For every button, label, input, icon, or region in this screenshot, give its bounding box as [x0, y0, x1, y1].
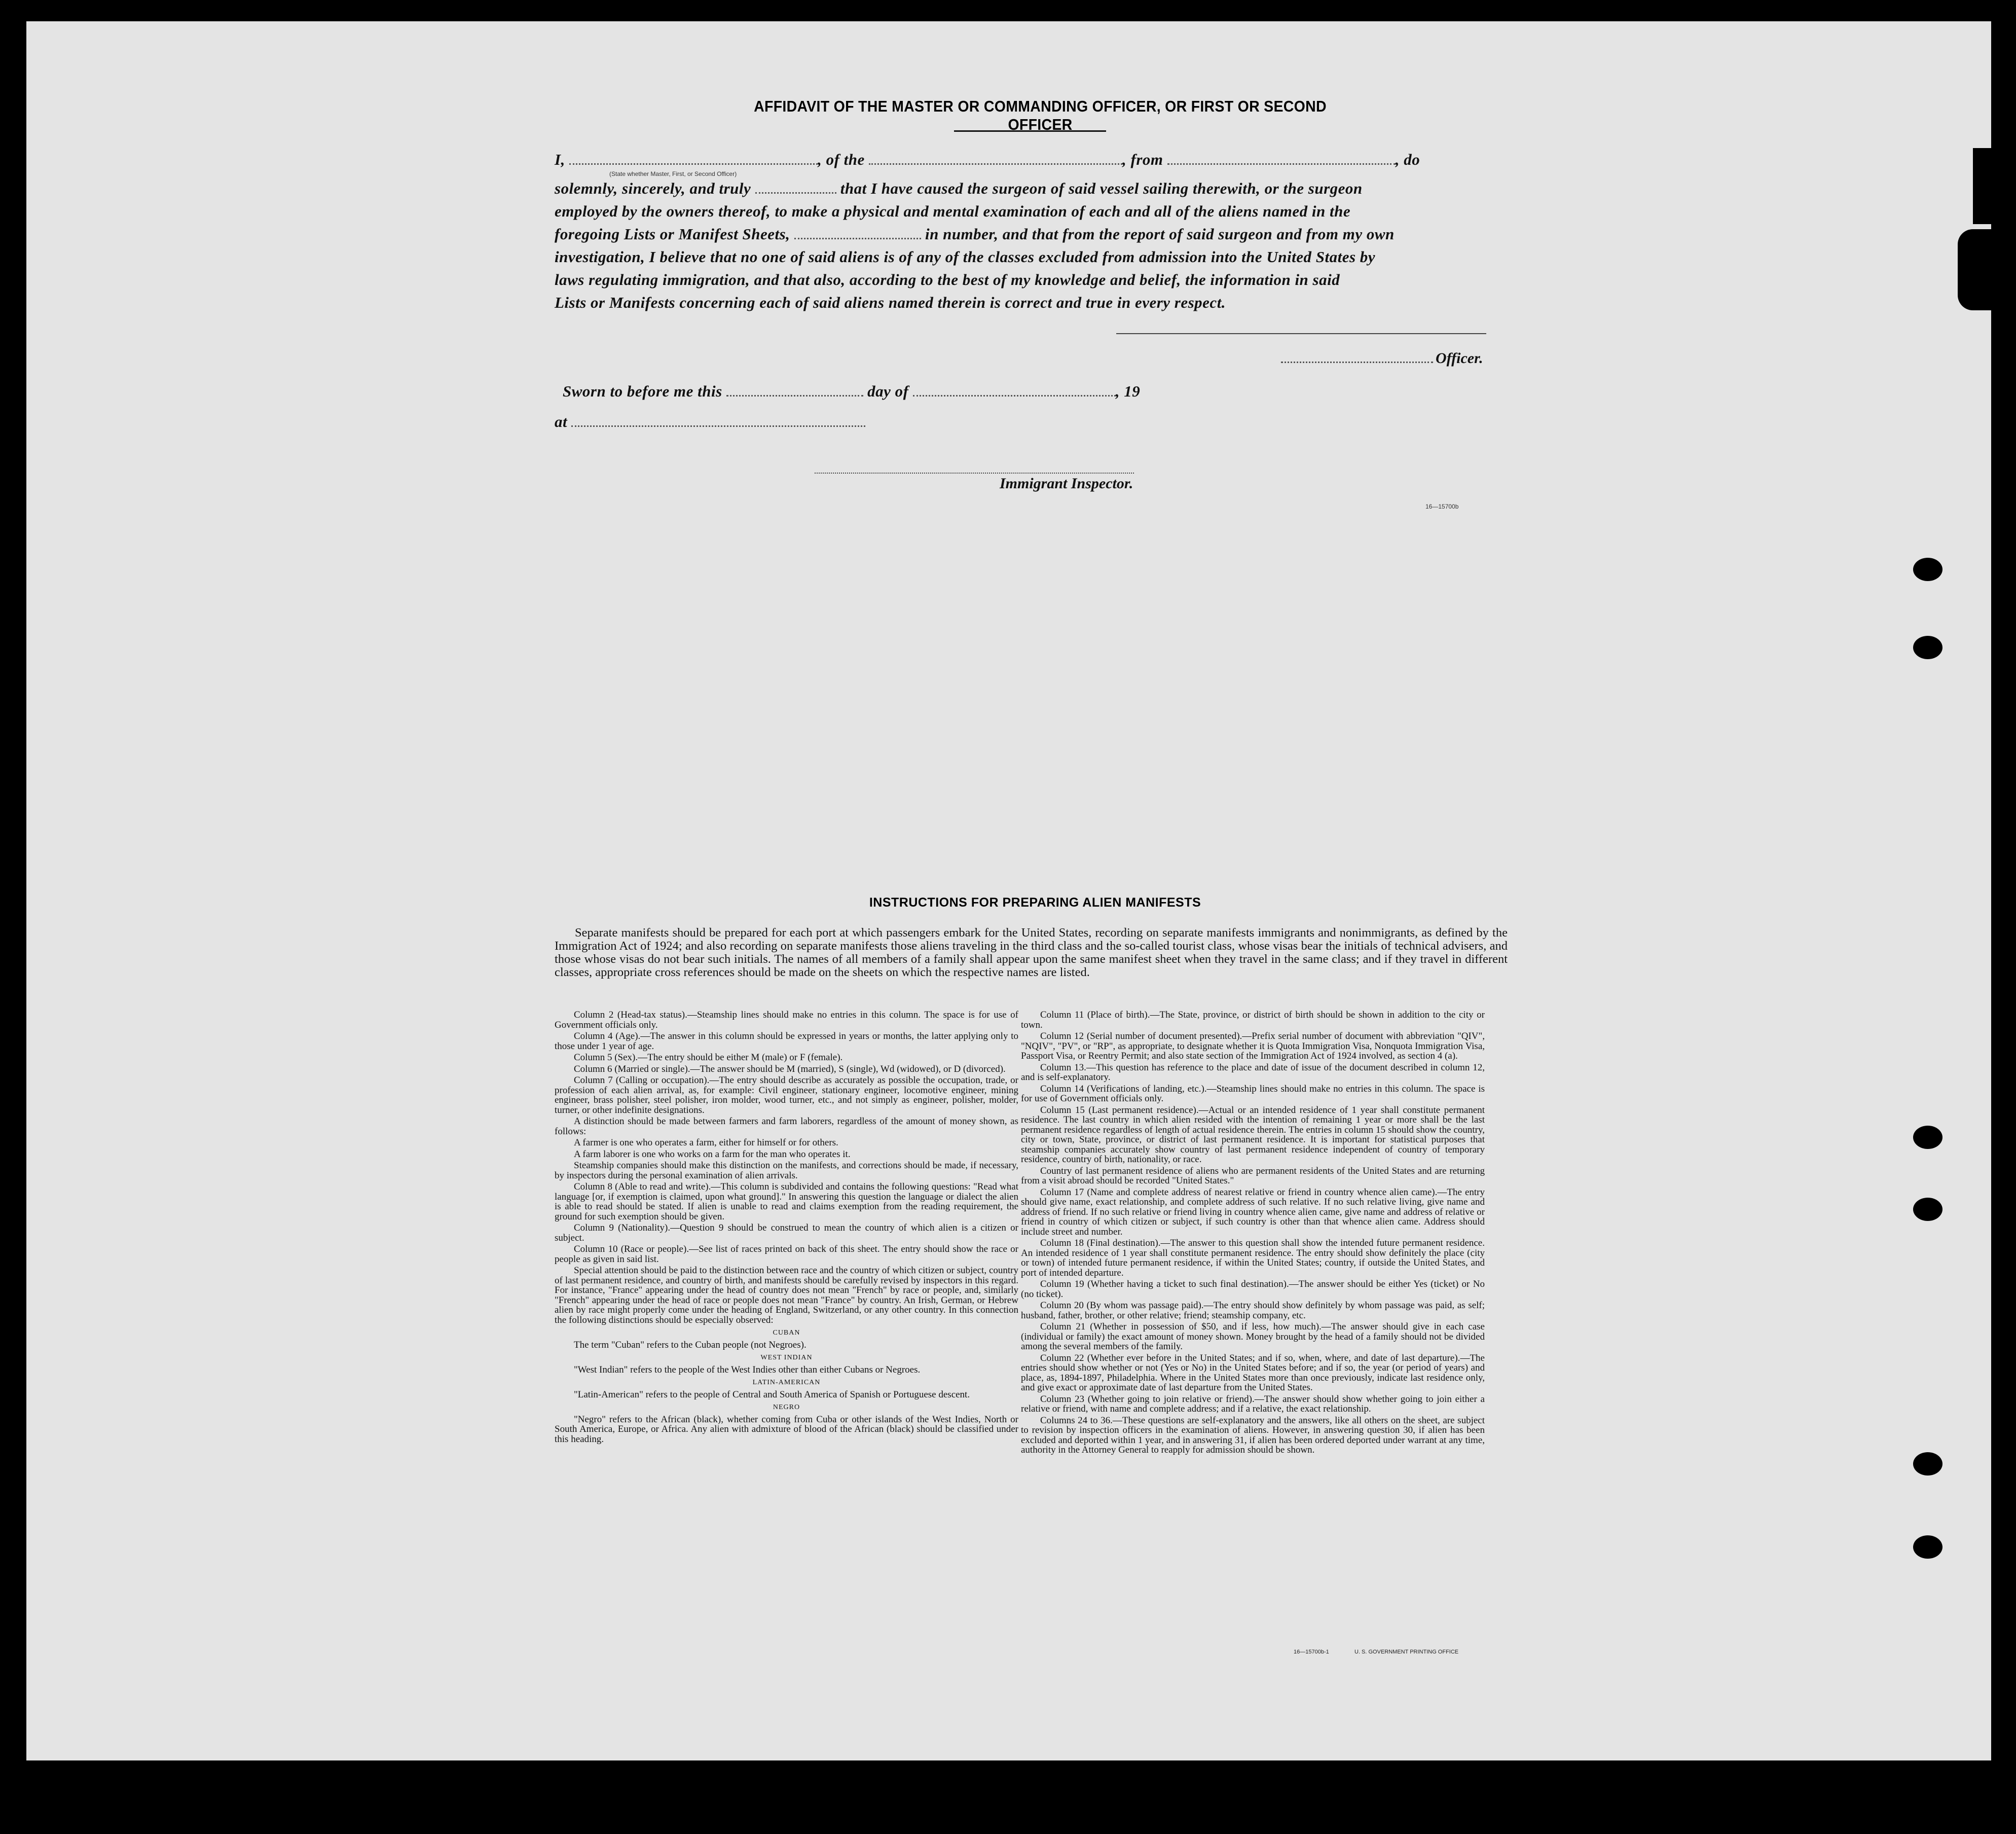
instruction-paragraph	[555, 1064, 1018, 1074]
instruction-paragraph	[1021, 1105, 1485, 1165]
instruction-text: —Steamship lines should make no entries in this column. The space is for use of Government officials only.	[1021, 1083, 1485, 1104]
edge-tear	[1958, 229, 1991, 310]
instruction-column-label: Column 9 (Nationality).	[574, 1222, 671, 1233]
instruction-paragraph	[1021, 1063, 1485, 1083]
instruction-column-label: Column 6 (Married or single).	[574, 1063, 690, 1074]
instruction-paragraph	[555, 1223, 1018, 1243]
text: , of the	[818, 151, 865, 168]
instruction-paragraph	[555, 1117, 1018, 1136]
instruction-paragraph	[1021, 1301, 1485, 1320]
blank-swear[interactable]	[755, 189, 836, 194]
instruction-paragraph	[1021, 1353, 1485, 1393]
affidavit-line-7: Lists or Manifests concerning each of said aliens named therein is correct and true in every respect.	[555, 294, 1226, 311]
instructions-title: INSTRUCTIONS FOR PREPARING ALIEN MANIFESTS	[869, 895, 1201, 910]
affidavit-line-3: employed by the owners thereof, to make a physical and mental examination of each and all of the aliens named in the	[555, 202, 1351, 220]
officer-label: Officer.	[1436, 350, 1483, 367]
instruction-column-label: Column 15 (Last permanent residence).	[1040, 1104, 1199, 1116]
instruction-text: A farm laborer is one who works on a farm for the man who operates it.	[574, 1148, 851, 1160]
instruction-text: —The entry should be either M (male) or F (female).	[638, 1052, 843, 1063]
instruction-column-label: Column 22 (Whether ever before in the United States; and if so, when, where, and date of last departure).	[1040, 1352, 1460, 1363]
instructions-intro: Separate manifests should be prepared for each port at which passengers embark for the United States, recording on separate manifests immigrants and nonimmigrants, as defined by the Immigration Act of 1924; and also recording on separate manifests those aliens traveling in the third class and the so-called tourist class, whose visas bear the initials of technical advisers, and those whose visas do not bear such initials. The names of all members of a family shall appear upon the same manifest sheet when they travel in the same class; and if they travel in different classes, appropriate cross references should be made on the sheets on which the respective names are listed.	[555, 926, 1508, 979]
affidavit-line-4	[555, 225, 1395, 243]
instruction-paragraph	[1021, 1166, 1485, 1186]
instruction-column-label: Column 2 (Head-tax status).	[574, 1010, 687, 1020]
punch-hole	[1913, 1198, 1942, 1221]
officer-title-blank[interactable]	[1281, 362, 1433, 363]
instruction-text: Steamship companies should make this distinction on the manifests, and corrections should be made, if necessary, by inspectors during the personal examination of alien arrivals.	[555, 1160, 1018, 1181]
race-heading: CUBAN	[773, 1329, 800, 1337]
instruction-paragraph	[1021, 1416, 1485, 1455]
instruction-column-label: Column 5 (Sex).	[574, 1052, 638, 1063]
instruction-paragraph	[555, 1138, 1018, 1148]
blank-vessel[interactable]	[869, 160, 1122, 165]
instruction-text: Country of last permanent residence of aliens who are permanent residents of the United States and are returning from a visit abroad should be recorded "United States."	[1021, 1165, 1485, 1186]
at-line	[555, 413, 865, 431]
blank-officer-rank[interactable]	[569, 160, 818, 165]
instruction-column-label: Column 10 (Race or people).	[574, 1244, 689, 1254]
instruction-paragraph	[1021, 1394, 1485, 1414]
instruction-text: —Question 9 should be construed to mean the country of which alien is a citizen or subject.	[555, 1222, 1018, 1243]
instruction-text: —The State, province, or district of birth should be shown in addition to the city or town.	[1021, 1010, 1485, 1030]
instruction-column-label: Column 14 (Verifications of landing, etc.).	[1040, 1083, 1207, 1094]
affidavit-line-6: laws regulating immigration, and that also, according to the best of my knowledge and belief, the information in said	[555, 271, 1340, 289]
instruction-column-label: Column 13.	[1040, 1062, 1086, 1073]
footer-form-number: 16—15700b-1	[1294, 1649, 1329, 1655]
text: day of	[867, 382, 909, 400]
instruction-text: —The entries should show whether or not (Yes or No) in the United States before; and if so, the year (or period of years) and place, as, 1894-1897, Philadelphia. Where in the United States more than once previously, indicate last residence only, and give exact or approximate date of last departure from the United States.	[1021, 1352, 1485, 1393]
text: , 19	[1115, 382, 1141, 400]
inspector-label: Immigrant Inspector.	[1000, 475, 1133, 492]
instruction-text: —Steamship lines should make no entries in this column. The space is for use of Government officials only.	[555, 1010, 1018, 1030]
instruction-text: Special attention should be paid to the distinction between race and the country of which citizen or subject, country of last permanent residence, and country of birth, and manifests should be carefully revised by inspectors in this regard. For instance, "France" appearing under the head of country does not mean "French" by race or people, and, similarly "French" appearing under the head of race or people does not mean "France" by country. An Irish, German, or Hebrew alien by race might properly come under the heading of England, Switzerland, or any other country. In this connection the following distinctions should be especially observed:	[555, 1265, 1018, 1325]
race-definition: "West Indian" refers to the people of the West Indies other than either Cubans or Negroes.	[574, 1364, 921, 1375]
blank-day[interactable]	[726, 392, 863, 397]
inspector-signature-line[interactable]	[815, 473, 1134, 474]
instruction-text: —This column is subdivided and contains the following questions: "Read what language [or, if exemption is claimed, upon what ground]." In answering this question the language or dialect the alien is able to read should be stated. If alien is unable to read and claims exemption from the reading requirement, the ground for such exemption should be given.	[555, 1181, 1019, 1222]
instruction-paragraph	[555, 1244, 1018, 1264]
affidavit-line-5: investigation, I believe that no one of said aliens is of any of the classes excluded from admission into the United States by	[555, 248, 1376, 266]
instruction-text: A farmer is one who operates a farm, either for himself or for others.	[574, 1137, 838, 1148]
instruction-text: —The answer should be either Yes (ticket) or No (no ticket).	[1021, 1279, 1485, 1300]
instruction-text: —Prefix serial number of document with abbreviation "QIV", "NQIV", "PV", or "RP", as appropriate, to designate whether it is Quota Immigration Visa, Nonquota Immigration Visa, Passport Visa, or Reentry Permit; and also state section of the Immigration Act of 1924 involved, as section 4 (a).	[1021, 1031, 1485, 1061]
sworn-line	[563, 382, 1140, 401]
instruction-text: —The answer should give in each case (individual or family) the exact amount of money shown. Money brought by the head of a family should not be divided among the several members of the family.	[1021, 1321, 1485, 1352]
instruction-paragraph	[1021, 1084, 1485, 1104]
instruction-paragraph	[1021, 1322, 1485, 1352]
instruction-column-label: Column 20 (By whom was passage paid).	[1040, 1300, 1204, 1311]
affidavit-line-1	[555, 151, 1420, 169]
punch-hole	[1913, 1452, 1942, 1476]
race-heading: WEST INDIAN	[760, 1354, 813, 1361]
blank-place[interactable]	[571, 422, 865, 427]
instruction-paragraph	[555, 1149, 1018, 1160]
instruction-column-label: Column 23 (Whether going to join relative or friend).	[1040, 1393, 1255, 1405]
text: in number, and that from the report of said surgeon and from my own	[925, 225, 1395, 243]
punch-hole	[1913, 1126, 1942, 1149]
instruction-paragraph	[555, 1075, 1018, 1115]
race-heading: LATIN-AMERICAN	[752, 1379, 821, 1386]
instruction-column-label: Column 8 (Able to read and write).	[574, 1181, 711, 1192]
instruction-paragraph	[1021, 1031, 1485, 1061]
affidavit-title: AFFIDAVIT OF THE MASTER OR COMMANDING OFFICER, OR FIRST OR SECOND OFFICER	[754, 97, 1327, 133]
blank-port[interactable]	[1167, 160, 1396, 165]
punch-hole	[1913, 1535, 1942, 1559]
footer-printing-office: U. S. GOVERNMENT PRINTING OFFICE	[1354, 1649, 1459, 1655]
instruction-column-label: Column 4 (Age).	[574, 1031, 641, 1041]
instruction-column-label: Column 21 (Whether in possession of $50, and if less, how much).	[1040, 1321, 1322, 1332]
instruction-text: —See list of races printed on back of this sheet. The entry should show the race or people as given in said list.	[555, 1244, 1018, 1265]
instruction-column-label: Column 19 (Whether having a ticket to such final destination).	[1040, 1279, 1289, 1289]
instruction-text: —The answer to this question shall show the intended future permanent residence. An intended residence of 1 year shall constitute permanent residence. The entry should show definitely the place (city or town) of intended future permanent residence, if within the United States; country, if outside the United States, and port of intended departure.	[1021, 1238, 1485, 1278]
instruction-paragraph	[555, 1182, 1018, 1221]
instruction-column-label: Column 7 (Calling or occupation).	[574, 1075, 710, 1086]
punch-hole	[1913, 558, 1942, 581]
rank-note: (State whether Master, First, or Second Officer)	[609, 170, 737, 177]
blank-sheet-count[interactable]	[794, 235, 921, 239]
race-definition: "Negro" refers to the African (black), whether coming from Cuba or other islands of the West Indies, North or South America, Europe, or Africa. Any alien with admixture of blood of the African (black) should be classified under this heading.	[555, 1414, 1018, 1445]
text: that I have caused the surgeon of said vessel sailing therewith, or the surgeon	[840, 179, 1363, 197]
instruction-paragraph	[1021, 1238, 1485, 1278]
text: at	[555, 413, 568, 430]
instructions-left-column	[555, 1010, 1018, 1446]
text: I,	[555, 151, 565, 168]
instruction-paragraph	[555, 1010, 1018, 1030]
instruction-text: —The answer in this column should be expressed in years or months, the latter applying only to those under 1 year of age.	[555, 1031, 1018, 1052]
instruction-column-label: Column 12 (Serial number of document presented).	[1040, 1031, 1242, 1041]
instructions-right-column	[1021, 1010, 1485, 1457]
text: foregoing Lists or Manifest Sheets,	[555, 225, 790, 243]
document-page	[26, 21, 1991, 1760]
affidavit-line-2	[555, 179, 1363, 198]
instruction-column-label: Column 18 (Final destination).	[1040, 1238, 1161, 1248]
instruction-paragraph	[1021, 1188, 1485, 1237]
instruction-column-label: Column 11 (Place of birth).	[1040, 1010, 1150, 1020]
instruction-column-label: Column 17 (Name and complete address of nearest relative or friend in country whence alien came).	[1040, 1186, 1438, 1198]
text: , do	[1395, 151, 1420, 168]
race-definition: The term "Cuban" refers to the Cuban people (not Negroes).	[574, 1339, 807, 1350]
instruction-paragraph	[555, 1266, 1018, 1325]
instruction-text: —The answer should show whether going to join either a relative or friend, with name and complete address; and if a relative, the exact relationship.	[1021, 1393, 1485, 1414]
instruction-text: Columns 24 to 36.—These questions are self-explanatory and the answers, like all others on the sheet, are subject to revision by inspection officers in the examination of aliens. However, in answering question 30, if alien has been excluded and deported within 1 year, and in answering 31, if alien has been ordered deported under warrant at any time, authority in the Attorney General to reapply for admission should be shown.	[1021, 1415, 1485, 1455]
instruction-text: —Actual or an intended residence of 1 year shall constitute permanent residence. The last country in which alien resided with the intention of remaining 1 year or more shall be the last permanent residence regardless of length of actual residence therein. The entries in column 15 should show the country, city or town, State, province, or district of last permanent residence. It is important for statistical purposes that steamship companies accurately show country of last permanent residence independent of country of temporary residence, country of birth, nationality, or race.	[1021, 1104, 1485, 1165]
instruction-text: A distinction should be made between farmers and farm laborers, regardless of the amount of money shown, as follows:	[555, 1116, 1018, 1137]
instruction-paragraph	[555, 1161, 1018, 1180]
instruction-paragraph	[1021, 1279, 1485, 1299]
race-definition: "Latin-American" refers to the people of Central and South America of Spanish or Portuguese descent.	[574, 1389, 970, 1400]
punch-hole	[1913, 636, 1942, 659]
instruction-text: —The entry should show definitely by whom passage was paid, as self; husband, father, brother, or other relative; friend; steamship company, etc.	[1021, 1300, 1485, 1321]
officer-signature-line[interactable]	[1116, 333, 1486, 334]
title-underline	[954, 130, 1106, 132]
instruction-text: —The entry should give name, exact relationship, and complete address of such relative. If no such relative living, give name and address of friend. If no such relative or friend living in country whence alien came, give name and address of relative or friend in country of which citizen or subject, if such country is other than that whence alien came. Address should include street and number.	[1021, 1186, 1485, 1237]
text: solemnly, sincerely, and truly	[555, 179, 751, 197]
form-number: 16—15700b	[1425, 503, 1459, 510]
instruction-text: —The answer should be M (married), S (single), Wd (widowed), or D (divorced).	[690, 1063, 1006, 1074]
blank-month[interactable]	[913, 392, 1116, 397]
instruction-paragraph	[555, 1031, 1018, 1051]
instruction-paragraph	[555, 1053, 1018, 1063]
edge-tear	[1973, 148, 1991, 224]
instruction-paragraph	[1021, 1010, 1485, 1030]
instruction-text: —The entry should describe as accurately as possible the occupation, trade, or profession of each alien arrival, as, for example: Civil engineer, stationary engineer, locomotive engineer, mining engineer, brass polisher, steel polisher, iron molder, wood turner, etc., and not simply as engineer, polisher, molder, turner, or other indefinite designations.	[555, 1075, 1019, 1116]
text: Sworn to before me this	[563, 382, 722, 400]
text: , from	[1122, 151, 1163, 168]
instruction-text: —This question has reference to the place and date of issue of the document described in column 12, and is self-explanatory.	[1021, 1062, 1485, 1083]
race-heading: NEGRO	[773, 1404, 800, 1411]
